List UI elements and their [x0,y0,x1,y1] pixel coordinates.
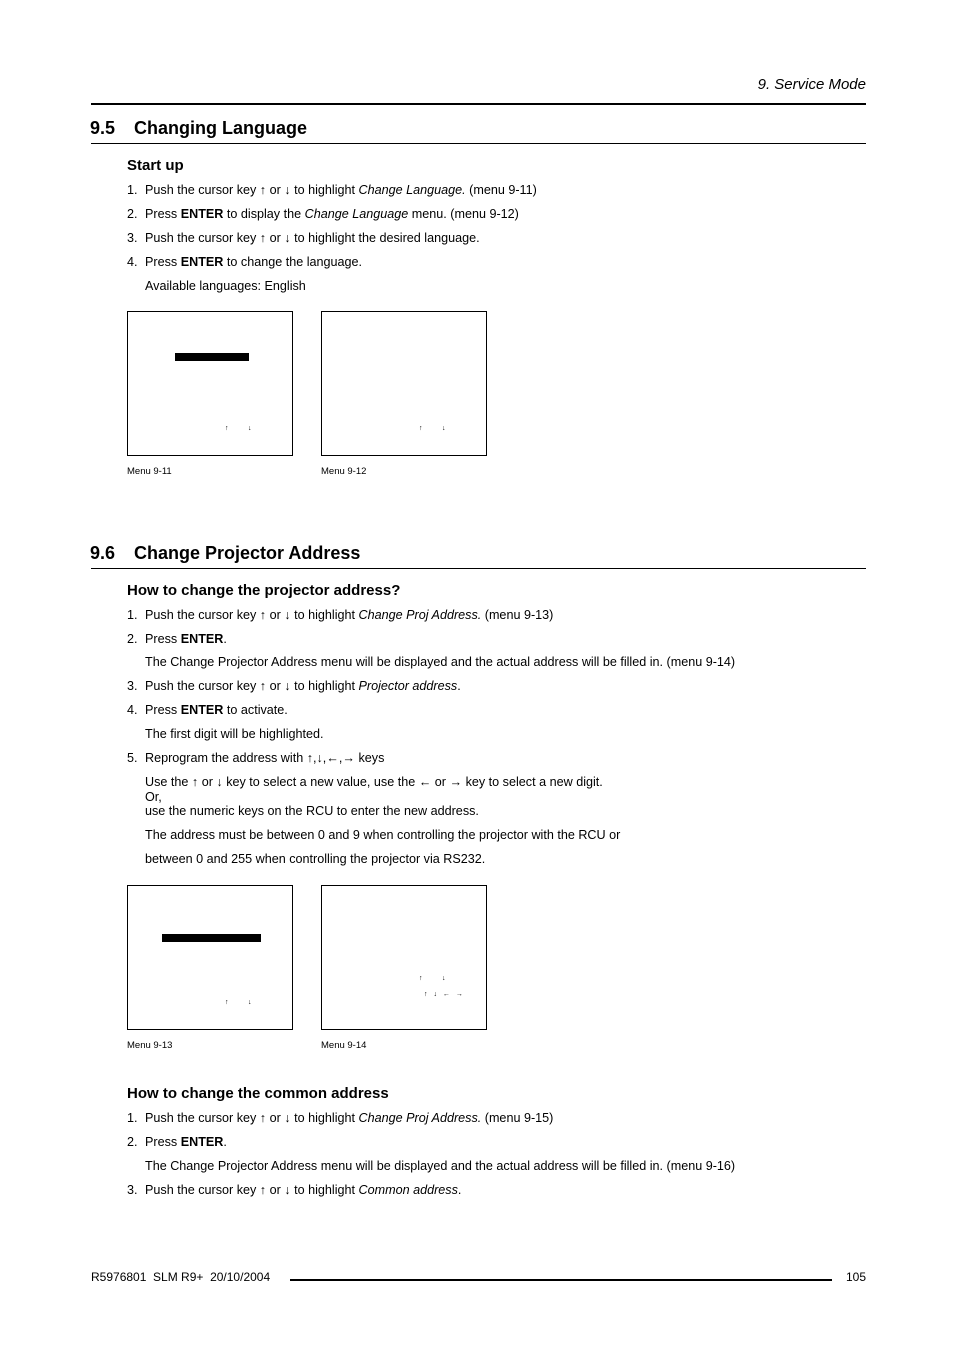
step-4-note: The first digit will be highlighted. [145,727,324,741]
arrow-down-icon: ↓ [442,975,446,982]
step-3: 3. Push the cursor key ↑ or ↓ to highlight Common address. [127,1183,462,1197]
footer-doc-info: R5976801 SLM R9+ 20/10/2004 [91,1270,271,1284]
highlight-bar [162,934,261,942]
step-2: 2. Press ENTER. [127,1135,227,1149]
menu-9-13-figure [127,885,293,1030]
step-4: 4. Press ENTER to activate. [127,703,288,717]
highlight-bar [175,353,249,361]
arrow-up-icon: ↑ [419,975,423,982]
section-title: Changing Language [134,118,307,138]
section-title: Change Projector Address [134,543,361,563]
section-heading-9-5 [90,118,307,139]
arrow-down-icon: ↓ [248,999,252,1006]
arrow-down-icon: ↓ [442,425,446,432]
step-2: 2. Press ENTER to display the Change Language menu. (menu 9-12) [127,207,519,221]
section-rule [91,143,866,144]
section-heading-9-6 [90,543,360,564]
available-languages-note: Available languages: English [145,279,306,293]
step-5-note-3: between 0 and 255 when controlling the projector via RS232. [145,852,486,866]
page-number: 105 [845,1270,866,1284]
section-number: 9.5 [90,118,116,138]
section-rule [91,568,866,569]
running-header: 9. Service Mode [757,76,866,93]
arrow-up-icon: ↑ [419,425,423,432]
step-3: 3. Push the cursor key ↑ or ↓ to highlight Projector address. [127,679,461,693]
arrow-down-icon: ↓ [248,425,252,432]
menu-9-11-figure [127,311,293,456]
header-rule [91,103,866,105]
caption-menu-9-11: Menu 9-11 [127,466,172,477]
footer-rule [290,1279,832,1281]
step-4: 4. Press ENTER to change the language. [127,255,363,269]
arrow-up-icon: ↑ [225,425,229,432]
step-2-note: The Change Projector Address menu will be displayed and the actual address will be filled in. (menu 9-16) [145,1159,736,1173]
step-1: 1. Push the cursor key ↑ or ↓ to highlight Change Proj Address. (menu 9-13) [127,608,554,622]
step-5-note: Use the ↑ or ↓ key to select a new value, use the ← or → key to select a new digit. Or, use the numeric keys on the RCU to enter the new address. [145,775,603,818]
menu-9-14-figure [321,885,487,1030]
caption-menu-9-14: Menu 9-14 [321,1040,367,1051]
caption-menu-9-12: Menu 9-12 [321,466,367,477]
arrow-up-icon: ↑ [225,999,229,1006]
section-number: 9.6 [90,543,116,563]
step-5-note-2: The address must be between 0 and 9 when controlling the projector with the RCU or [145,828,621,842]
step-1: 1. Push the cursor key ↑ or ↓ to highlight Change Language. (menu 9-11) [127,183,537,197]
subheading-projector-address: How to change the projector address? [127,582,401,599]
arrow-keys-icon: ↑ ↓ ← → [424,991,465,998]
step-1: 1. Push the cursor key ↑ or ↓ to highlight Change Proj Address. (menu 9-15) [127,1111,554,1125]
step-2: 2. Press ENTER. [127,632,227,646]
caption-menu-9-13: Menu 9-13 [127,1040,173,1051]
menu-9-12-figure [321,311,487,456]
subheading-common-address: How to change the common address [127,1085,389,1102]
step-2-note: The Change Projector Address menu will be displayed and the actual address will be filled in. (menu 9-14) [145,655,736,669]
step-5: 5. Reprogram the address with ↑,↓,←,→ keys [127,751,385,765]
subheading-start-up: Start up [127,157,184,174]
step-3: 3. Push the cursor key ↑ or ↓ to highlight the desired language. [127,231,480,245]
